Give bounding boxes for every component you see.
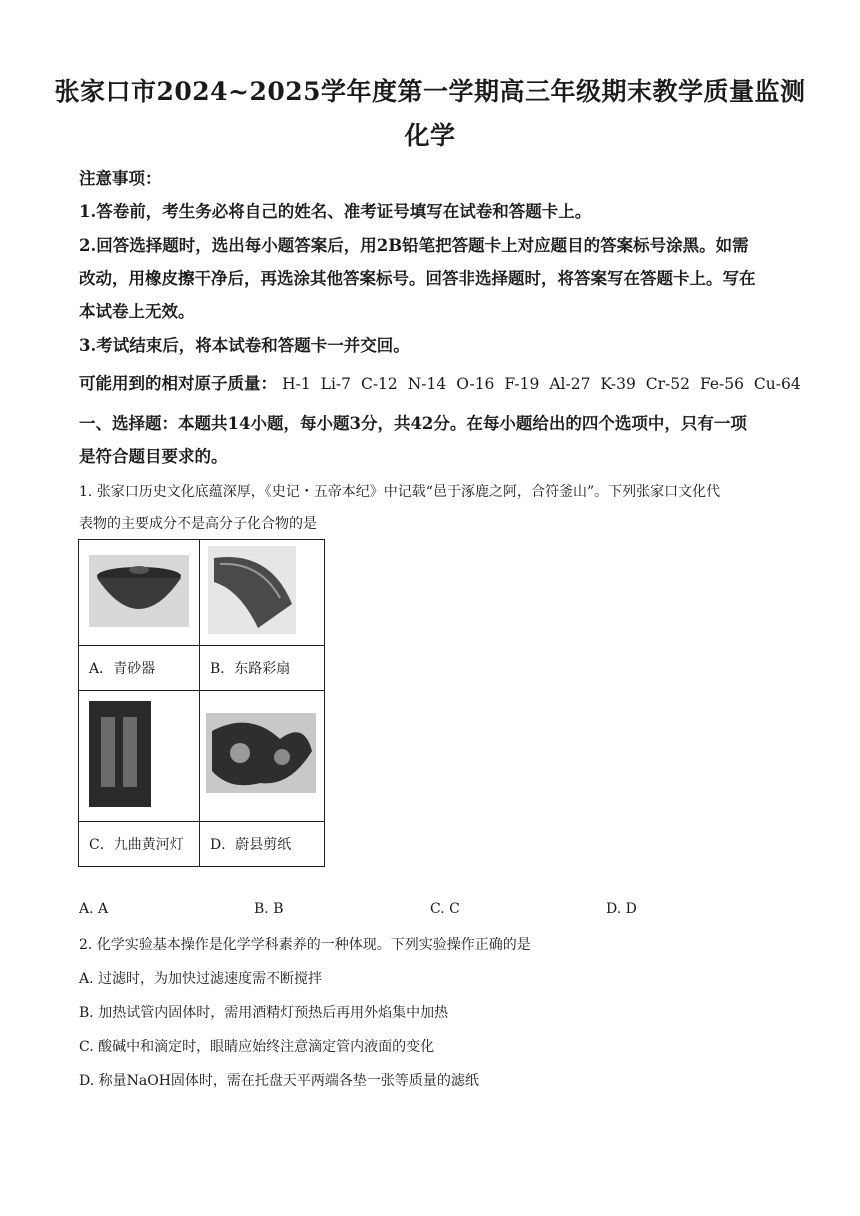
notice-item-2-line-2: 改动，用橡皮擦干净后，再选涂其他答案标号。回答非选择题时，将答案写在答题卡上。写在 (79, 269, 756, 288)
q1-answer-a[interactable]: A. A (79, 901, 109, 917)
q1-answer-c[interactable]: C. C (430, 901, 460, 917)
q2-option-b[interactable]: B. 加热试管内固体时，需用酒精灯预热后再用外焰集中加热 (79, 1005, 449, 1021)
mass-value: K-39 (600, 375, 636, 393)
notice-item-2-line-3: 本试卷上无效。 (79, 302, 195, 321)
q1-answer-b[interactable]: B. B (254, 901, 284, 917)
q1-stem-line-2: 表物的主要成分不是高分子化合物的是 (79, 516, 317, 532)
q1-options-table (78, 539, 325, 867)
q1-stem-line-1: 1. 张家口历史文化底蕴深厚，《史记・五帝本纪》中记载“邑于涿鹿之阿，合符釜山”。下列张家口文化代 (79, 484, 721, 500)
q1-image-cell-b (200, 540, 325, 646)
section-1-heading-line-1: 一、选择题：本题共14小题，每小题3分，共42分。在每小题给出的四个选项中，只有一项 (79, 414, 747, 433)
notice-item-1: 1.答卷前，考生务必将自己的姓名、准考证号填写在试卷和答题卡上。 (79, 202, 592, 221)
atomic-masses-values (282, 375, 806, 393)
yellow-river-lantern-image (79, 691, 199, 817)
q1-option-c-label: C．九曲黄河灯 (79, 822, 200, 867)
mass-value: Li-7 (320, 375, 352, 393)
q1-image-cell-c (79, 691, 200, 822)
celadon-bowl-image (79, 540, 199, 641)
q2-option-a[interactable]: A. 过滤时，为加快过滤速度需不断搅拌 (79, 971, 323, 987)
q2-option-d[interactable]: D. 称量NaOH固体时，需在托盘天平两端各垫一张等质量的滤纸 (79, 1073, 479, 1089)
mass-value: H-1 (282, 375, 311, 393)
q1-answer-d[interactable]: D. D (606, 901, 637, 917)
mass-value: C-12 (360, 375, 398, 393)
q1-option-a-label: A．青砂器 (79, 646, 200, 691)
q1-image-cell-a (79, 540, 200, 646)
exam-title: 张家口市2024~2025学年度第一学期高三年级期末教学质量监测 (54, 77, 806, 106)
subject-title: 化学 (404, 121, 456, 150)
mass-value: O-16 (456, 375, 495, 393)
paper-cutting-image (200, 691, 324, 817)
atomic-masses-line (79, 370, 801, 394)
q2-stem: 2. 化学实验基本操作是化学学科素养的一种体现。下列实验操作正确的是 (79, 937, 531, 953)
q2-option-c[interactable]: C. 酸碱中和滴定时，眼睛应始终注意滴定管内液面的变化 (79, 1039, 435, 1055)
mass-value: Al-27 (549, 375, 591, 393)
mass-value: Cr-52 (645, 375, 690, 393)
notice-heading: 注意事项： (79, 169, 162, 188)
mass-value: F-19 (504, 375, 540, 393)
q1-option-d-label: D．蔚县剪纸 (200, 822, 325, 867)
mass-value: Fe-56 (699, 375, 744, 393)
notice-item-2-line-1: 2.回答选择题时，选出每小题答案后，用2B铅笔把答题卡上对应题目的答案标号涂黑。如需 (79, 236, 749, 255)
q1-option-b-label: B．东路彩扇 (200, 646, 325, 691)
notice-item-3: 3.考试结束后，将本试卷和答题卡一并交回。 (79, 336, 410, 355)
mass-value: N-14 (407, 375, 447, 393)
q1-image-cell-d (200, 691, 325, 822)
painted-fan-image (200, 540, 324, 641)
section-1-heading-line-2: 是符合题目要求的。 (79, 447, 228, 466)
atomic-masses-label: 可能用到的相对原子质量： (79, 374, 277, 393)
mass-value: Cu-64 (753, 375, 801, 393)
